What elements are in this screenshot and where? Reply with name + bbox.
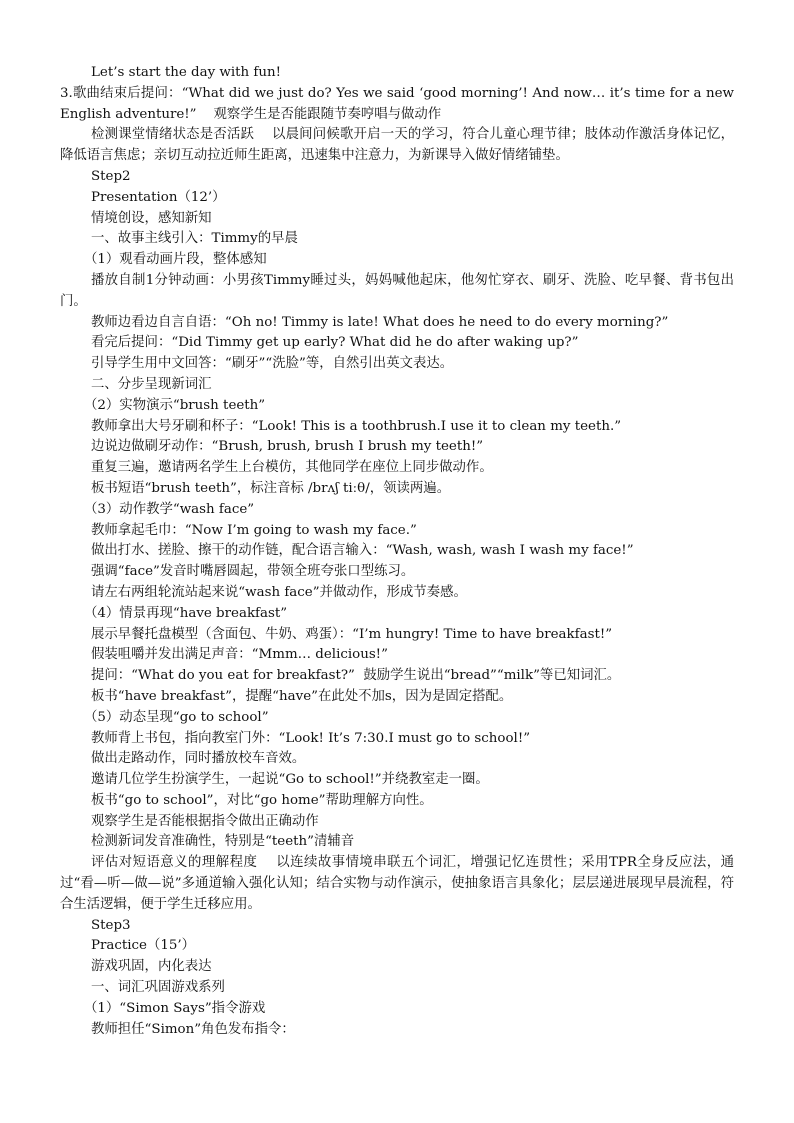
paragraph: （4）情景再现“have breakfast” xyxy=(84,605,288,621)
paragraph: 板书“go to school”，对比“go home”帮助理解方向性。 xyxy=(91,792,433,808)
paragraph: 观察学生是否能根据指令做出正确动作 xyxy=(91,813,319,829)
paragraph: 教师背上书包，指向教室门外：“Look! It’s 7:30.I must go to school!” xyxy=(91,730,531,746)
paragraph: 一、词汇巩固游戏系列 xyxy=(91,980,225,996)
paragraph: Step3 xyxy=(91,917,131,933)
paragraph: 游戏巩固，内化表达 xyxy=(91,959,212,975)
paragraph: 板书“have breakfast”，提醒“have”在此处不加s，因为是固定搭配。 xyxy=(91,688,513,704)
paragraph: 做出走路动作，同时播放校车音效。 xyxy=(91,751,306,767)
paragraph: 重复三遍，邀请两名学生上台模仿，其他同学在座位上同步做动作。 xyxy=(91,460,493,476)
paragraph: 情境创设，感知新知 xyxy=(91,210,212,226)
paragraph: 评估对短语意义的理解程度 以连续故事情境串联五个词汇，增强记忆连贯性；采用TPR全身反应法，通过“看—听—做—说”多通道输入强化认知；结合实物与动作演示，使抽象语言具象化；层层递进展现早晨流程，符合生活逻辑，便于学生迁移应用。 xyxy=(60,855,734,912)
paragraph: 假装咀嚼并发出满足声音：“Mmm… delicious!” xyxy=(91,647,388,663)
paragraph: Presentation（12’） xyxy=(91,189,226,205)
paragraph: 教师担任“Simon”角色发布指令： xyxy=(91,1021,295,1037)
paragraph: 板书短语“brush teeth”，标注音标 /brʌʃ tiːθ/，领读两遍。 xyxy=(91,480,451,496)
paragraph: 播放自制1分钟动画：小男孩Timmy睡过头，妈妈喊他起床，他匆忙穿衣、刷牙、洗脸、吃早餐、背书包出门。 xyxy=(60,272,734,309)
paragraph: 看完后提问：“Did Timmy get up early? What did he do after waking up?” xyxy=(91,335,579,351)
paragraph: 检测新词发音准确性，特别是“teeth”清辅音 xyxy=(91,834,355,850)
paragraph: 3.歌曲结束后提问：“What did we just do? Yes we said ‘good morning’! And now… it’s time for a new English adventure!” 观察学生是否能跟随节奏哼唱与做动作 xyxy=(60,85,739,122)
paragraph: 请左右两组轮流站起来说“wash face”并做动作，形成节奏感。 xyxy=(91,584,467,600)
paragraph: Let’s start the day with fun! xyxy=(91,65,282,80)
paragraph: 一、故事主线引入：Timmy的早晨 xyxy=(91,231,298,247)
paragraph: 强调“face”发音时嘴唇圆起，带领全班夸张口型练习。 xyxy=(91,564,415,580)
paragraph: 引导学生用中文回答：“刷牙”“洗脸”等，自然引出英文表达。 xyxy=(91,356,454,372)
paragraph: 检测课堂情绪状态是否活跃 以晨间问候歌开启一天的学习，符合儿童心理节律；肢体动作激活身体记忆，降低语言焦虑；亲切互动拉近师生距离，迅速集中注意力，为新课导入做好情绪铺垫。 xyxy=(60,127,734,164)
paragraph: 边说边做刷牙动作：“Brush, brush, brush I brush my teeth!” xyxy=(91,439,484,455)
paragraph: 教师拿起毛巾：“Now I’m going to wash my face.” xyxy=(91,522,417,538)
paragraph: 教师拿出大号牙刷和杯子：“Look! This is a toothbrush.I use it to clean my teeth.” xyxy=(91,418,622,434)
paragraph: （2）实物演示“brush teeth” xyxy=(84,397,266,413)
paragraph: Practice（15’） xyxy=(91,938,196,954)
paragraph: （1）“Simon Says”指令游戏 xyxy=(84,1000,266,1016)
paragraph: （3）动作教学“wash face” xyxy=(84,501,255,517)
paragraph: 展示早餐托盘模型（含面包、牛奶、鸡蛋）：“I’m hungry! Time to have breakfast!” xyxy=(91,626,613,642)
paragraph: Step2 xyxy=(91,168,131,184)
paragraph: （1）观看动画片段，整体感知 xyxy=(84,252,267,268)
paragraph: 邀请几位学生扮演学生，一起说“Go to school!”并绕教室走一圈。 xyxy=(91,772,489,788)
paragraph: 二、分步呈现新词汇 xyxy=(91,376,212,392)
paragraph: 做出打水、搓脸、擦干的动作链，配合语言输入：“Wash, wash, wash I wash my face!” xyxy=(91,543,634,559)
paragraph: 教师边看边自言自语：“Oh no! Timmy is late! What does he need to do every morning?” xyxy=(91,314,669,330)
paragraph: （5）动态呈现“go to school” xyxy=(84,709,269,725)
paragraph: 提问：“What do you eat for breakfast?” 鼓励学生说出“bread”“milk”等已知词汇。 xyxy=(91,668,621,684)
